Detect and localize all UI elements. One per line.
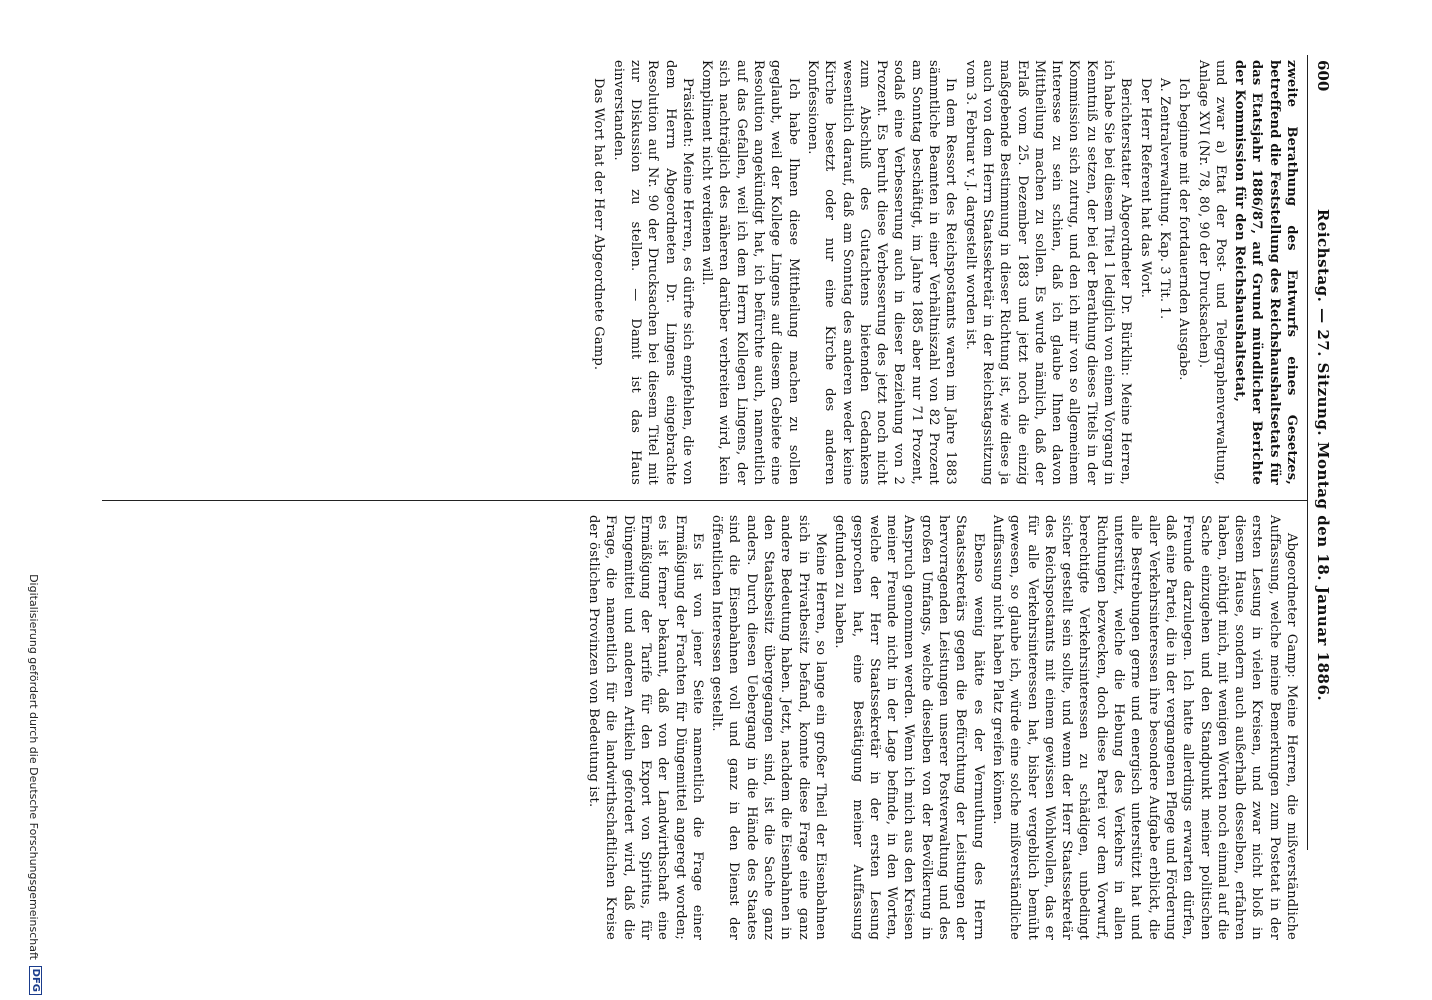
- page-number: 600: [1314, 60, 1332, 92]
- paragraph: A. Zentralverwaltung. Kap. 3 Tit. 1.: [1156, 78, 1172, 320]
- paragraph: Abgeordneter Gamp: Meine Herren, die mißverständliche Auffassung, welche meine Bemerkungen zum Postetat in der ersten Lesung in vielen Kreisen, und zwar nicht bloß in diesem Hause, sondern auch außerhalb desselben, erfahren haben, nöthigt mich, mit wenigen Worten noch einmal auf die Sache einzugehen und den Standpunkt meiner politischen Freunde darzulegen. Ich hatte allerdings erwarten dürfen, daß eine Partei, die in der vergangenen Pflege und Förderung aller Verkehrsinteressen ihre besondere Aufgabe erblickt, die alle Bestrebungen gerne und energisch unterstützt hat und unterstützt, welche die Hebung des Verkehrs in allen Richtungen bezwecken, doch diese Partei vor dem Vorwurf, berechtigte Verkehrsinteressen zu schädigen, unbedingt sicher gestellt sein sollte, und wenn der Herr Staatssekretär des Reichspostamts mit einem gewissen Wohlwollen, das er für alle Verkehrsinteressen hat, bisher vergeblich bemüht gewesen, so glaube ich, würde eine solche mißverständliche Auffassung nicht haben Platz greifen können.: [989, 515, 1299, 940]
- digitization-credit-bar: [0, 0, 52, 1000]
- paragraph: Das Wort hat der Herr Abgeordnete Gamp.: [591, 78, 607, 371]
- page-header: [1308, 60, 1332, 850]
- paragraph: Ebenso wenig hätte es der Vermuthung des Herrn Staatssekretärs gegen die Befürchtung der Leistungen der hervorragenden Leistungen unserer Postverwaltung und des großen Umfangs, welche dieselben von der Bevölkerung in Anspruch genommen werden. Wenn ich mich aus den Kreisen meiner Freunde nicht in der Lage befinde, in den Worten, welche der Herr Staatssekretär in der ersten Lesung gesprochen hat, eine Bestätigung meiner Auffassung gefunden zu haben.: [832, 515, 986, 940]
- paragraph: Meine Herren, so lange ein großer Theil der Eisenbahnen sich in Privatbesitz befand, konnte diese Frage eine ganz andere Bedeutung haben. Jetzt, nachdem die Eisenbahnen in den Staatsbesitz übergegangen sind, ist die Sache ganz anders. Durch diesen Uebergang in die Hände des Staates sind die Eisenbahnen voll und ganz in den Dienst der öffentlichen Interessen gestellt.: [709, 515, 828, 940]
- paragraph: In dem Ressort des Reichspostamts waren im Jahre 1883 sämmtliche Beamten in einer Verhältniszahl von 82 Prozent am Sonntag beschäftigt, im Jahre 1885 aber nur 71 Prozent, sodaß eine Verbesserung auch in dieser Beziehung von 2 Prozent. Es beruht diese Verbesserung des jetzt noch nicht zum Abschluß des Gutachtens bietenden Gedankens wesentlich darauf, daß am Sonntag des anderen weder keine Kirche besetzt oder nur eine Kirche des anderen Konfessionen.: [804, 60, 959, 485]
- dfg-logo-icon: DFG: [29, 966, 42, 995]
- right-column: [583, 515, 1300, 940]
- paragraph: Der Herr Referent hat das Wort.: [1137, 78, 1153, 299]
- column-rule: [102, 500, 1307, 501]
- digitization-credit: Digitalisierung gefördert durch die Deutsche Forschungsgemeinschaft: [27, 574, 40, 960]
- paragraph: Präsident: Meine Herren, es dürfte sich empfehlen, die von dem Herrn Abgeordneten Dr. Lingens eingebrachte Resolution auf Nr. 90 der Drucksachen bei diesem Titel mit zur Diskussion zu stellen. — Damit ist das Haus einverstanden.: [610, 60, 695, 485]
- header-rule: [1307, 55, 1308, 850]
- paragraph: und zwar a) Etat der Post- und Telegraphenverwaltung, Anlage XVI (Nr. 78, 80, 90 der Drucksachen).: [1195, 60, 1228, 485]
- paragraph: Ich beginne mit der fortdauernden Ausgabe.: [1176, 78, 1192, 381]
- paragraph: zweite Berathung des Entwurfs eines Gesetzes, betreffend die Feststellung des Reichshaushaltsetats für das Etatsjahr 1886/87, auf Grund mündlicher Berichte der Kommission für den Reichshaushaltsetat,: [1232, 60, 1299, 485]
- paragraph: Es ist von jener Seite namentlich die Frage einer Ermäßigung der Frachten für Düngemittel angeregt worden; es ist ferner bekannt, daß von der Landwirthschaft eine Ermäßigung der Tarife für den Export von Spiritus, für Düngemittel und anderen Artikeln gefordert wird, daß die Frage, die namentlich für die landwirthschaftlichen Kreise der östlichen Provinzen von Bedeutung ist.: [586, 515, 705, 940]
- paragraph: Ich habe Ihnen diese Mittheilung machen zu sollen geglaubt, weil der Kollege Lingens auf diesem Gebiete eine Resolution angekündigt hat, ich befürchte auch, namentlich auf das Gefallen, weil ich dem Herrn Kollegen Lingens, der sich nachträglich des näheren darüber verbreiten wird, kein Kompliment nicht verdienen will.: [699, 60, 801, 485]
- left-column: [588, 60, 1300, 485]
- running-head: Reichstag. — 27. Sitzung. Montag den 18. Januar 1886.: [1314, 208, 1332, 702]
- paragraph: Berichterstatter Abgeordneter Dr. Bürklin: Meine Herren, ich habe Sie bei diesem Titel 1 lediglich von einem Vorgang in Kenntniß zu setzen, der bei der Berathung dieses Titels in der Kommission sich zutrug, und den ich mir von so allgemeinem Interesse zu sein schien, daß ich glaube Ihnen davon Mittheilung machen zu sollen. Es wurde nämlich, daß der Erlaß vom 25. Dezember 1883 und jetzt noch die einzig maßgebende Bestimmung in dieser Richtung ist, wie diese ja auch von dem Herrn Staatssekretär in der Reichstagssitzung vom 3. Februar v. J. dargestellt worden ist.: [962, 60, 1134, 485]
